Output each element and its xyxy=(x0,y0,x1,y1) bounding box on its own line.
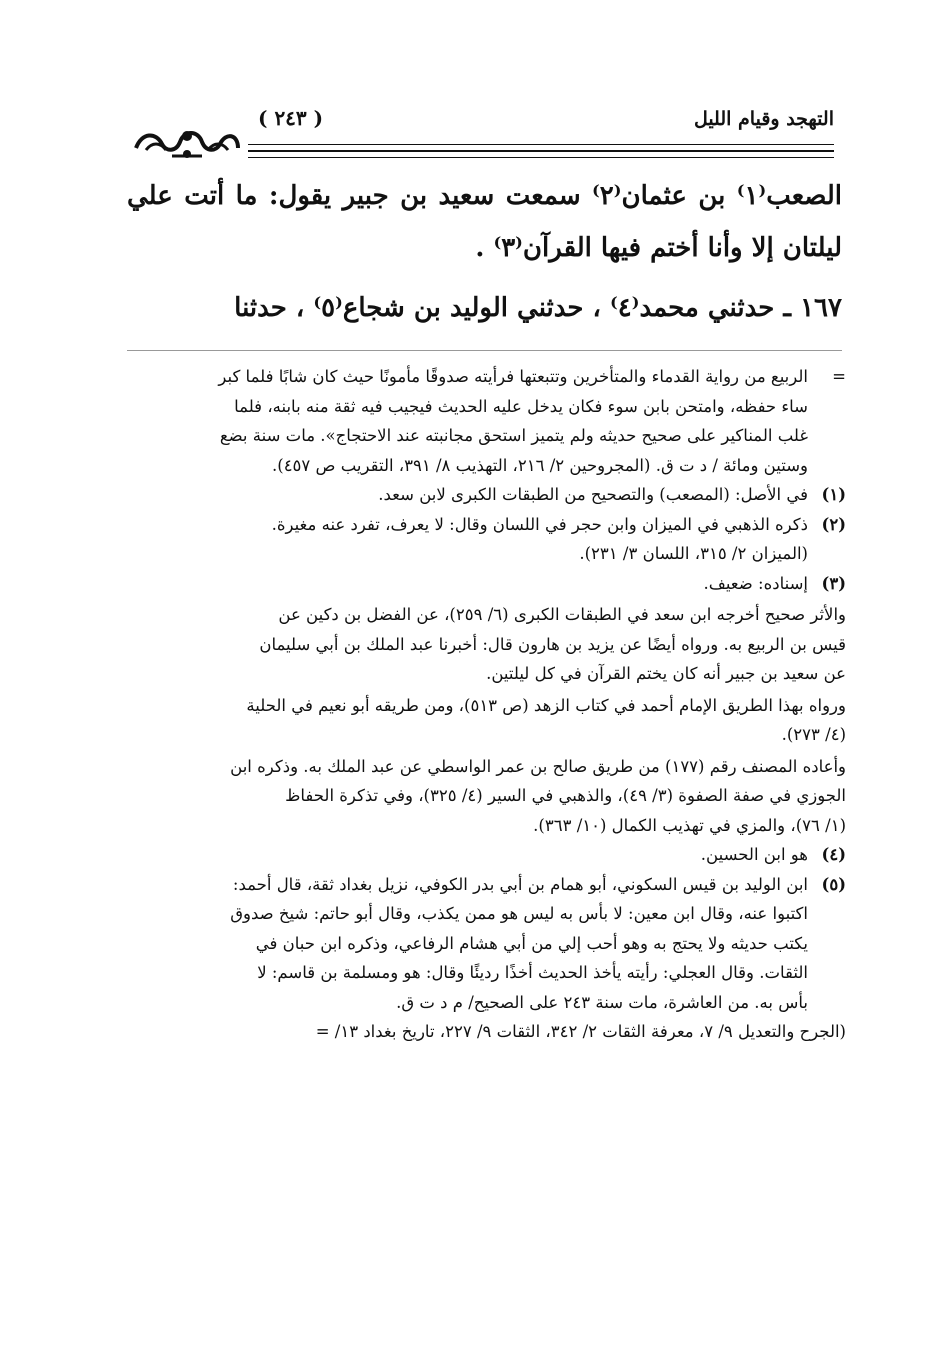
footnote-line: اكتبوا عنه، وقال ابن معين: لا بأس به ليس هو ممن يكذب، وقال أبو حاتم: شيخ صدوق xyxy=(230,904,808,923)
footnote-line: (الميزان ٢/ ٣١٥، اللسان ٣/ ٢٣١). xyxy=(579,544,808,563)
footnote-2 xyxy=(94,510,846,569)
footnote-3-block xyxy=(94,752,846,841)
footnote-line: وأعاده المصنف رقم (١٧٧) من طريق صالح بن عمر الواسطي عن عبد الملك به. وذكره ابن xyxy=(230,756,846,776)
footnote-line: عن سعيد بن جبير أنه كان يختم القرآن في كل ليلتين. xyxy=(486,664,846,683)
footnote-line: (٤/ ٢٧٣). xyxy=(781,725,846,744)
footnote-line: ساء حفظه، وامتحن بابن سوء فكان يدخل عليه الحديث فيجيب فيه ثقة منه بابنه، فلما xyxy=(234,396,808,416)
footnote-5-last xyxy=(94,1017,846,1047)
footnote-number: (٣) xyxy=(821,573,846,593)
footnote-line: هو ابن الحسين. xyxy=(700,845,808,864)
main-paragraph: الصعب⁽١⁾ بن عثمان⁽٢⁾ سمعت سعيد بن جبير يقول: ما أتت علي ليلتان إلا وأنا أختم فيها القرآن⁽٣⁾ . xyxy=(127,181,842,263)
footnote-number: (٢) xyxy=(821,514,846,534)
footnote-divider xyxy=(127,350,842,351)
header-rule xyxy=(248,144,834,145)
footnote-3-block xyxy=(94,691,846,750)
footnote-line: الربيع من رواية القدماء والمتأخرين وتتبعتها فرأيته صدوقًا مأمونًا حيث كان شابًا فلما كبر xyxy=(218,367,808,386)
footnote-line: والأثر صحيح أخرجه ابن سعد في الطبقات الكبرى (٦/ ٢٥٩)، عن الفضل بن دكين عن xyxy=(278,605,846,624)
footnote-number: (٥) xyxy=(821,874,846,894)
ornament-icon xyxy=(132,118,242,162)
footnote-line: ابن الوليد بن قيس السكوني، أبو همام بن أبي بدر الكوفي، نزيل بغداد ثقة، قال أحمد: xyxy=(232,874,808,894)
footnote-5 xyxy=(94,870,846,1018)
footnote-line: الجوزي في صفة الصفوة (٣/ ٤٩)، والذهبي في السير (٤/ ٣٢٥)، وفي تذكرة الحفاظ xyxy=(285,786,846,805)
page-number: ( ٢٤٣ ) xyxy=(258,106,324,130)
footnotes xyxy=(94,362,846,1047)
footnote-line: يكتب حديثه ولا يحتج به وهو أحب إلي من أبي هشام الرفاعي، وذكره ابن حبان في xyxy=(255,933,808,953)
main-paragraph: ١٦٧ ـ حدثني محمد⁽٤⁾ ، حدثني الوليد بن شجاع⁽٥⁾ ، حدثنا xyxy=(234,293,842,323)
footnote-number: (٤) xyxy=(821,845,846,864)
footnote-line: إسناده: ضعيف. xyxy=(703,573,808,593)
header-rule xyxy=(248,150,834,152)
footnote-line: (الجرح والتعديل ٩/ ٧، معرفة الثقات ٢/ ٣٤٢، الثقات ٩/ ٢٢٧، تاريخ بغداد ١٣/ = xyxy=(315,1022,846,1041)
footnote-line: ورواه بهذا الطريق الإمام أحمد في كتاب الزهد (ص ٥١٣)، ومن طريقه أبو نعيم في الحلية xyxy=(246,695,846,715)
footnote-line: بأس به. من العاشرة، مات سنة ٢٤٣ على الصحيح/ م د ت ق. xyxy=(396,992,808,1012)
footnote-line: في الأصل: (المصعب) والتصحيح من الطبقات الكبرى لابن سعد. xyxy=(378,485,808,504)
footnote-line: وستين ومائة / د ت ق. (المجروحين ٢/ ٢١٦، التهذيب ٨/ ٣٩١، التقريب ص ٤٥٧). xyxy=(272,455,808,475)
running-title: التهجد وقيام الليل xyxy=(693,108,834,130)
continuation-mark: = xyxy=(832,367,846,386)
footnote-3 xyxy=(94,569,846,599)
footnote-line: ذكره الذهبي في الميزان وابن حجر في اللسان وقال: لا يعرف، تفرد عنه مغيرة. xyxy=(271,514,808,534)
footnote-line: قيس بن الربيع به. ورواه أيضًا عن يزيد بن هارون قال: أخبرنا عبد الملك بن أبي سليمان xyxy=(259,634,846,654)
footnote-line: (١/ ٧٦)، والمزي في تهذيب الكمال (١٠/ ٣٦٣). xyxy=(533,815,846,835)
footnote-number: (١) xyxy=(821,485,846,504)
footnote-continuation xyxy=(94,362,846,480)
header-rule xyxy=(248,157,834,158)
footnote-line: غلب المناكير على صحيح حديثه ولم يتميز استحق مجانبته عند الاحتجاج». مات سنة بضع xyxy=(219,426,808,445)
footnote-4 xyxy=(94,840,846,870)
footnote-3-block xyxy=(94,600,846,689)
footnote-line: الثقات. وقال العجلي: رأيته يأخذ الحديث أخذًا رديئًا وقال: هو ومسلمة بن قاسم: لا xyxy=(257,963,808,982)
footnote-1 xyxy=(94,480,846,510)
